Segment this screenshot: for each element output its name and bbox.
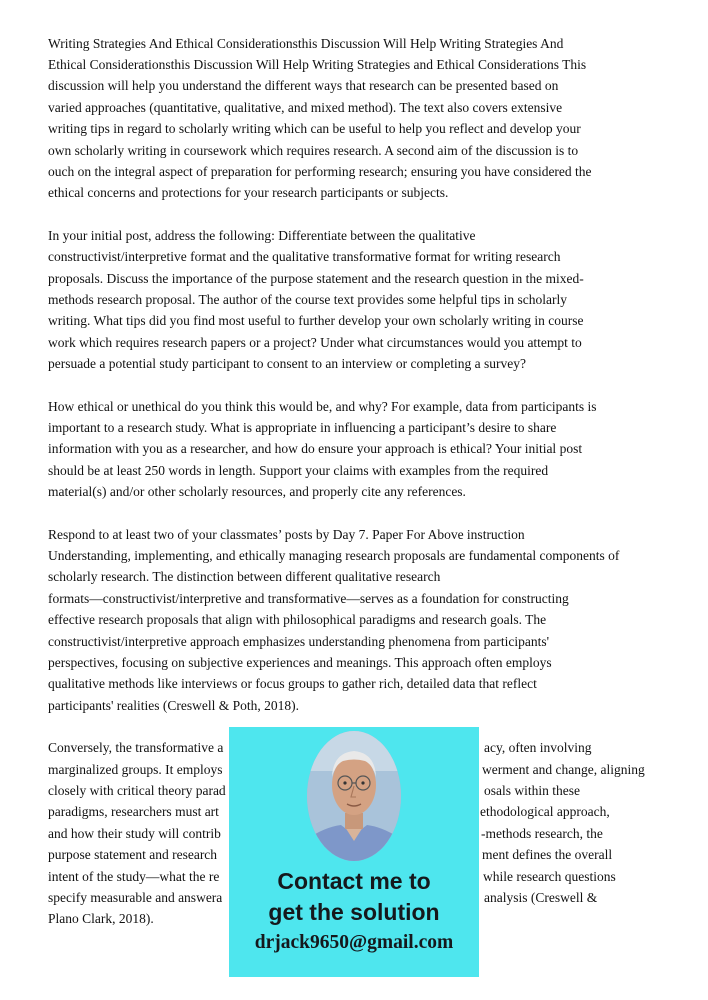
text-line: purpose statement and research [48, 847, 218, 862]
text-line: writing tips in regard to scholarly writing which can be useful to help you reflect and develop your [48, 121, 581, 136]
text-line: Writing Strategies And Ethical Considerationsthis Discussion Will Help Writing Strategies And [48, 36, 564, 51]
ad-cta-line-2: get the solution [268, 899, 440, 925]
text-line: varied approaches (quantitative, qualitative, and mixed method). The text also covers extensive [48, 100, 563, 115]
text-line: acy, often involving [484, 740, 592, 755]
text-line: qualitative methods like interviews or focus groups to gather rich, detailed data that reflect [48, 676, 537, 691]
contact-ad-banner[interactable] [229, 727, 479, 977]
text-line: should be at least 250 words in length. Support your claims with examples from the required [48, 463, 549, 478]
text-line: paradigms, researchers must art [48, 804, 219, 819]
text-line: werment and change, aligning [482, 762, 645, 777]
text-line: persuade a potential study participant to consent to an interview or completing a survey? [48, 356, 526, 371]
text-line: ment defines the overall [482, 847, 613, 862]
text-line: effective research proposals that align with philosophical paradigms and research goals. The [48, 612, 547, 627]
text-line: writing. What tips did you find most useful to further develop your own scholarly writing in course [48, 313, 584, 328]
text-line: ouch on the integral aspect of preparation for performing research; ensuring you have considered the [48, 164, 592, 179]
text-line: material(s) and/or other scholarly resources, and properly cite any references. [48, 484, 466, 499]
text-line: ethical concerns and protections for your research participants or subjects. [48, 185, 449, 200]
author-photo [307, 731, 401, 861]
ad-cta-line-1: Contact me to [277, 868, 431, 894]
text-line: and how their study will contrib [48, 826, 221, 841]
text-line: while research questions [483, 869, 616, 884]
text-line: formats—constructivist/interpretive and transformative—serves as a foundation for constructing [48, 591, 569, 606]
text-line: participants' realities (Creswell & Poth, 2018). [48, 698, 300, 713]
text-line: How ethical or unethical do you think this would be, and why? For example, data from participants is [48, 399, 597, 414]
text-line: methods research proposal. The author of the course text provides some helpful tips in scholarly [48, 292, 567, 307]
text-line: ethodological approach, [480, 804, 610, 819]
text-line: important to a research study. What is appropriate in influencing a participant’s desire to share [48, 420, 557, 435]
text-line: proposals. Discuss the importance of the purpose statement and the research question in the mixed- [48, 271, 584, 286]
text-line: Respond to at least two of your classmates’ posts by Day 7. Paper For Above instruction [48, 527, 525, 542]
contact-email-link[interactable]: drjack9650@gmail.com [254, 932, 454, 953]
text-line: constructivist/interpretive approach emphasizes understanding phenomena from participants' [48, 634, 550, 649]
text-line: Ethical Considerationsthis Discussion Will Help Writing Strategies and Ethical Considerations This [48, 57, 587, 72]
text-line: -methods research, the [481, 826, 603, 841]
text-line: marginalized groups. It employs [48, 762, 223, 777]
text-line: information with you as a researcher, and how do ensure your approach is ethical? Your initial post [48, 441, 583, 456]
text-line: intent of the study—what the re [48, 869, 220, 884]
text-line: scholarly research. The distinction between different qualitative research [48, 569, 441, 584]
text-line: osals within these [484, 783, 580, 798]
text-line: In your initial post, address the following: Differentiate between the qualitative [48, 228, 476, 243]
text-line: Conversely, the transformative a [48, 740, 224, 755]
text-line: Plano Clark, 2018). [48, 911, 154, 926]
text-line: discussion will help you understand the different ways that research can be presented based on [48, 78, 559, 93]
text-line: closely with critical theory parad [48, 783, 226, 798]
text-line: work which requires research papers or a project? Under what circumstances would you attempt to [48, 335, 582, 350]
text-line: own scholarly writing in coursework which requires research. A second aim of the discussion is to [48, 143, 579, 158]
text-line: specify measurable and answera [48, 890, 223, 905]
author-portrait-image [307, 731, 401, 861]
text-line: perspectives, focusing on subjective experiences and meanings. This approach often employs [48, 655, 552, 670]
text-line: constructivist/interpretive format and the qualitative transformative format for writing research [48, 249, 561, 264]
text-line: analysis (Creswell & [484, 890, 598, 905]
text-line: Understanding, implementing, and ethically managing research proposals are fundamental components of [48, 548, 620, 563]
